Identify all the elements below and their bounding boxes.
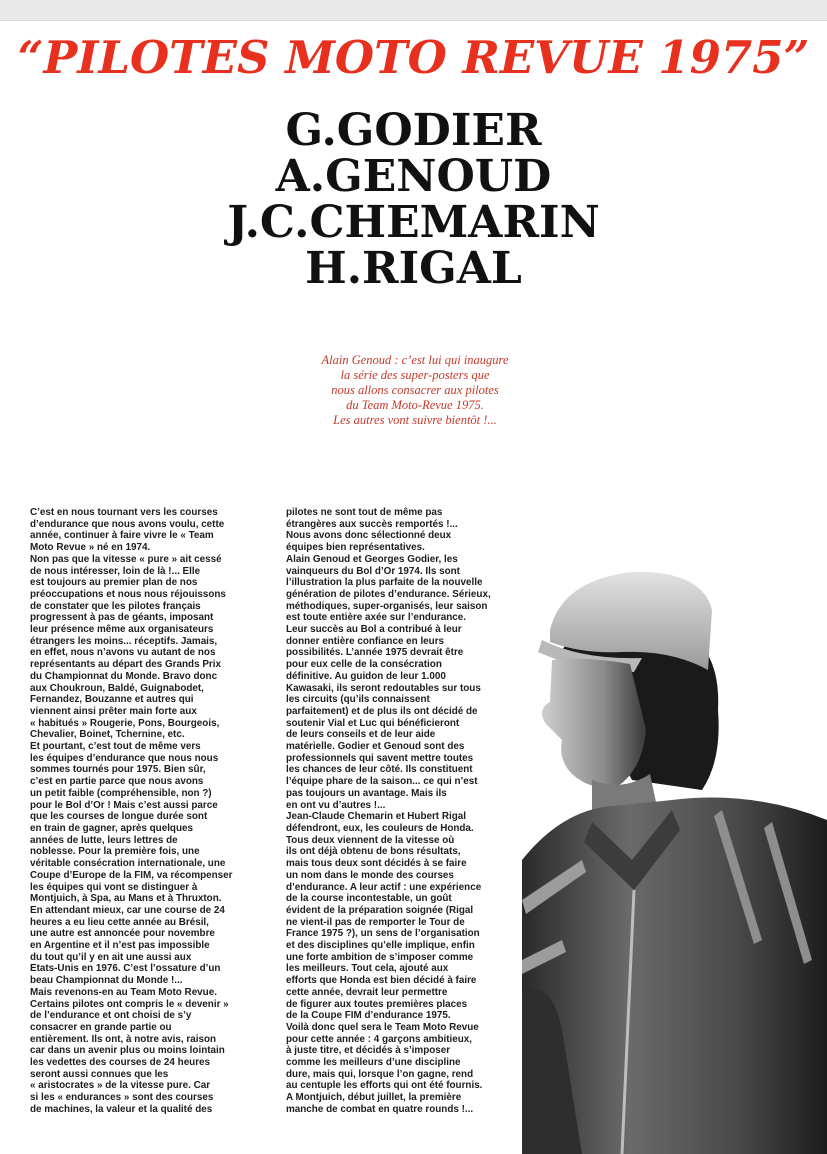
article-line: parfaitement) et de plus ils ont décidé de <box>286 705 478 717</box>
article-line: sommes tournés pour 1975. Bien sûr, <box>30 764 206 776</box>
article-line: à juste titre, et décidés à s’imposer <box>286 1045 451 1057</box>
article-line: progressent à pas de géants, imposant <box>30 612 214 624</box>
article-line: comme les meilleurs d’une discipline <box>286 1057 461 1069</box>
article-line: un nom dans le monde des courses <box>286 869 454 881</box>
article-line: manche de combat en quatre rounds !... <box>286 1103 474 1115</box>
article-line: Kawasaki, ils seront redoutables sur tous <box>286 682 481 694</box>
article-line: en ont vu d’autres !... <box>286 799 386 811</box>
photo-caption <box>270 353 560 428</box>
article-line: mais tous deux sont décidés à se faire <box>286 858 467 870</box>
article-line: est toute entière axée sur l’endurance. <box>286 612 467 624</box>
page-top-edge <box>0 0 827 21</box>
article-line: défendront, eux, les couleurs de Honda. <box>286 822 474 834</box>
article-line: possibilités. L’année 1975 devrait être <box>286 647 464 659</box>
article-line: que les courses de longue durée sont <box>30 811 208 823</box>
article-line: pour cette année : 4 garçons ambitieux, <box>286 1033 473 1045</box>
article-line: une autre est annoncée pour novembre <box>30 928 215 940</box>
article-line: matérielle. Godier et Genoud sont des <box>286 741 465 753</box>
rider-name: A.GENOUD <box>275 151 552 202</box>
article-line: représentants au départ des Grands Prix <box>30 659 221 671</box>
caption-line: la série des super-posters que <box>340 368 490 382</box>
article-line: Et pourtant, c’est tout de même vers <box>30 741 201 753</box>
article-line: une forte ambition de s’imposer comme <box>286 951 474 963</box>
article-line: efforts que Honda est bien décidé à faire <box>286 975 477 987</box>
caption-line: Les autres vont suivre bientôt !... <box>333 413 497 427</box>
rider-portrait-photo <box>522 560 827 1154</box>
article-line: Coupe d’Europe de la FIM, va récompenser <box>30 869 233 881</box>
article-line: génération de pilotes d’endurance. Sérieux, <box>286 588 491 600</box>
article-line: année, continuer à faire vivre le « Team <box>30 530 214 542</box>
rider-name: J.C.CHEMARIN <box>227 197 600 248</box>
article-line: est toujours au premier plan de nos <box>30 577 198 589</box>
article-line: évident de la préparation soignée (Rigal <box>286 904 474 916</box>
article-line: entièrement. Ils ont, à notre avis, raison <box>30 1033 217 1045</box>
article-line: les meilleurs. Tout cela, ajouté aux <box>286 963 449 975</box>
article-line: beau Championnat du Monde !... <box>30 975 183 987</box>
article-line: de leurs conseils et de leur aide <box>286 729 436 741</box>
article-line: de la Coupe FIM d’endurance 1975. <box>286 1010 451 1022</box>
article-line: Leur succès au Bol a contribué à leur <box>286 624 462 636</box>
article-line: c’est en partie parce que nous avons <box>30 776 204 788</box>
article-line: de constater que les pilotes français <box>30 600 201 612</box>
article-line: en Argentine et il n’est pas impossible <box>30 940 210 952</box>
article-line: véritable consécration internationale, une <box>30 858 226 870</box>
article-line: de nous intéresser, loin de là !... Elle <box>30 565 201 577</box>
article-line: Chevalier, Boinet, Tchernine, etc. <box>30 729 185 741</box>
caption-line: nous allons consacrer aux pilotes <box>331 383 499 397</box>
article-line: Montjuich, à Spa, au Mans et à Thruxton. <box>30 893 222 905</box>
article-line: leur présence même aux organisateurs <box>30 624 214 636</box>
article-line: en train de gagner, après quelques <box>30 822 193 834</box>
article-line: Voilà donc quel sera le Team Moto Revue <box>286 1021 479 1033</box>
article-line: si les « endurances » sont des courses <box>30 1092 214 1104</box>
rider-portrait-illustration <box>522 560 827 1154</box>
article-line: Alain Genoud et Georges Godier, les <box>286 553 458 565</box>
article-line: préoccupations et nous nous réjouissons <box>30 588 226 600</box>
article-line: un petit faible (compréhensible, non ?) <box>30 787 212 799</box>
article-column-2 <box>286 507 541 1116</box>
article-line: l’équipe phare de la saison... ce qui n’est <box>286 776 478 788</box>
article-line: définitive. Au guidon de leur 1.000 <box>286 670 446 682</box>
article-line: vainqueurs du Bol d’Or 1974. Ils sont <box>286 565 460 577</box>
article-line: pour eux celle de la consécration <box>286 659 442 671</box>
article-line: « aristocrates » de la vitesse pure. Car <box>30 1080 211 1092</box>
article-line: consacrer en grande partie ou <box>30 1021 172 1033</box>
article-line: Nous avons donc sélectionné deux <box>286 530 452 542</box>
article-line: les équipes d’endurance que nous nous <box>30 752 219 764</box>
article-line: en effet, nous n’avons vu autant de nos <box>30 647 216 659</box>
article-line: donner entière confiance en leurs <box>286 635 445 647</box>
rider-names <box>0 105 827 294</box>
article-line: viennent ainsi prêter main forte aux <box>30 705 197 717</box>
article-column-1 <box>30 507 285 1116</box>
article-line: C’est en nous tournant vers les courses <box>30 507 218 518</box>
article-line: de machines, la valeur et la qualité des <box>30 1103 213 1115</box>
article-line: A Montjuich, début juillet, la première <box>286 1092 462 1104</box>
article-line: étrangères aux succès remportés !... <box>286 518 458 530</box>
article-line: les équipes qui vont se distinguer à <box>30 881 198 893</box>
article-line: Certains pilotes ont compris le « devenir » <box>30 998 229 1010</box>
article-line: au centuple les efforts qui ont été fournis. <box>286 1080 483 1092</box>
article-line: de la course incontestable, un goût <box>286 893 452 905</box>
article-line: heures a eu lieu cette année au Brésil, <box>30 916 209 928</box>
article-line: ne vient-il pas de remporter le Tour de <box>286 916 465 928</box>
article-line: Non pas que la vitesse « pure » ait cessé <box>30 553 222 565</box>
article-line: l’illustration la plus parfaite de la nouvelle <box>286 577 483 589</box>
article-line: équipes bien représentatives. <box>286 542 425 554</box>
article-line: aux Choukroun, Baldé, Guignabodet, <box>30 682 204 694</box>
article-line: seront aussi connues que les <box>30 1068 169 1080</box>
article-line: « habitués » Rougerie, Pons, Bourgeois, <box>30 717 220 729</box>
article-line: France 1975 ?), un sens de l’organisation <box>286 928 480 940</box>
caption-line: du Team Moto-Revue 1975. <box>346 398 484 412</box>
rider-name: H.RIGAL <box>305 243 522 294</box>
article-line: les circuits (qu’ils connaissent <box>286 694 430 706</box>
article-line: et des disciplines qu’elle implique, enfin <box>286 940 475 952</box>
article-line: noblesse. Pour la première fois, une <box>30 846 200 858</box>
article-line: de figurer aux toutes premières places <box>286 998 468 1010</box>
article-line: En attendant mieux, car une course de 24 <box>30 904 225 916</box>
headline-banner: “PILOTES MOTO REVUE 1975” <box>17 31 810 84</box>
article-line: les chances de leur côté. Ils constituent <box>286 764 473 776</box>
article-line: Jean-Claude Chemarin et Hubert Rigal <box>286 811 466 823</box>
article-line: de l’endurance et ont choisi de s’y <box>30 1010 192 1022</box>
article-line: pour le Bol d’Or ! Mais c’est aussi parce <box>30 799 218 811</box>
article-line: Etats-Unis en 1976. C’est l’ossature d’un <box>30 963 221 975</box>
article-line: du Championnat du Monde. Bravo donc <box>30 670 218 682</box>
article-line: ils ont déjà obtenu de bons résultats, <box>286 846 461 858</box>
rider-name: G.GODIER <box>285 105 542 156</box>
article-line: Tous deux viennent de la vitesse où <box>286 834 455 846</box>
article-line: pas toujours un avantage. Mais ils <box>286 787 447 799</box>
article-line: étrangers les moins... réceptifs. Jamais, <box>30 635 218 647</box>
article-line: Moto Revue » né en 1974. <box>30 542 151 554</box>
article-line: pilotes ne sont tout de même pas <box>286 507 443 518</box>
article-line: dure, mais qui, lorsque l’on gagne, rend <box>286 1068 474 1080</box>
article-line: années de lutte, leurs lettres de <box>30 834 178 846</box>
article-line: Mais revenons-en au Team Moto Revue. <box>30 986 217 998</box>
article-line: d’endurance. A leur actif : une expérience <box>286 881 482 893</box>
article-line: cette année, devrait leur permettre <box>286 986 448 998</box>
article-line: méthodiques, super-organisés, leur saison <box>286 600 488 612</box>
article-line: Fernandez, Bouzanne et autres qui <box>30 694 194 706</box>
article-line: du tout qu’il y en ait une aussi aux <box>30 951 192 963</box>
article-line: car dans un avenir plus ou moins lointain <box>30 1045 225 1057</box>
caption-line: Alain Genoud : c’est lui qui inaugure <box>321 353 509 367</box>
article-line: d’endurance que nous avons voulu, cette <box>30 518 225 530</box>
article-line: soutenir Vial et Luc qui bénéficieront <box>286 717 460 729</box>
article-line: professionnels qui savent mettre toutes <box>286 752 474 764</box>
article-line: les vedettes des courses de 24 heures <box>30 1057 211 1069</box>
